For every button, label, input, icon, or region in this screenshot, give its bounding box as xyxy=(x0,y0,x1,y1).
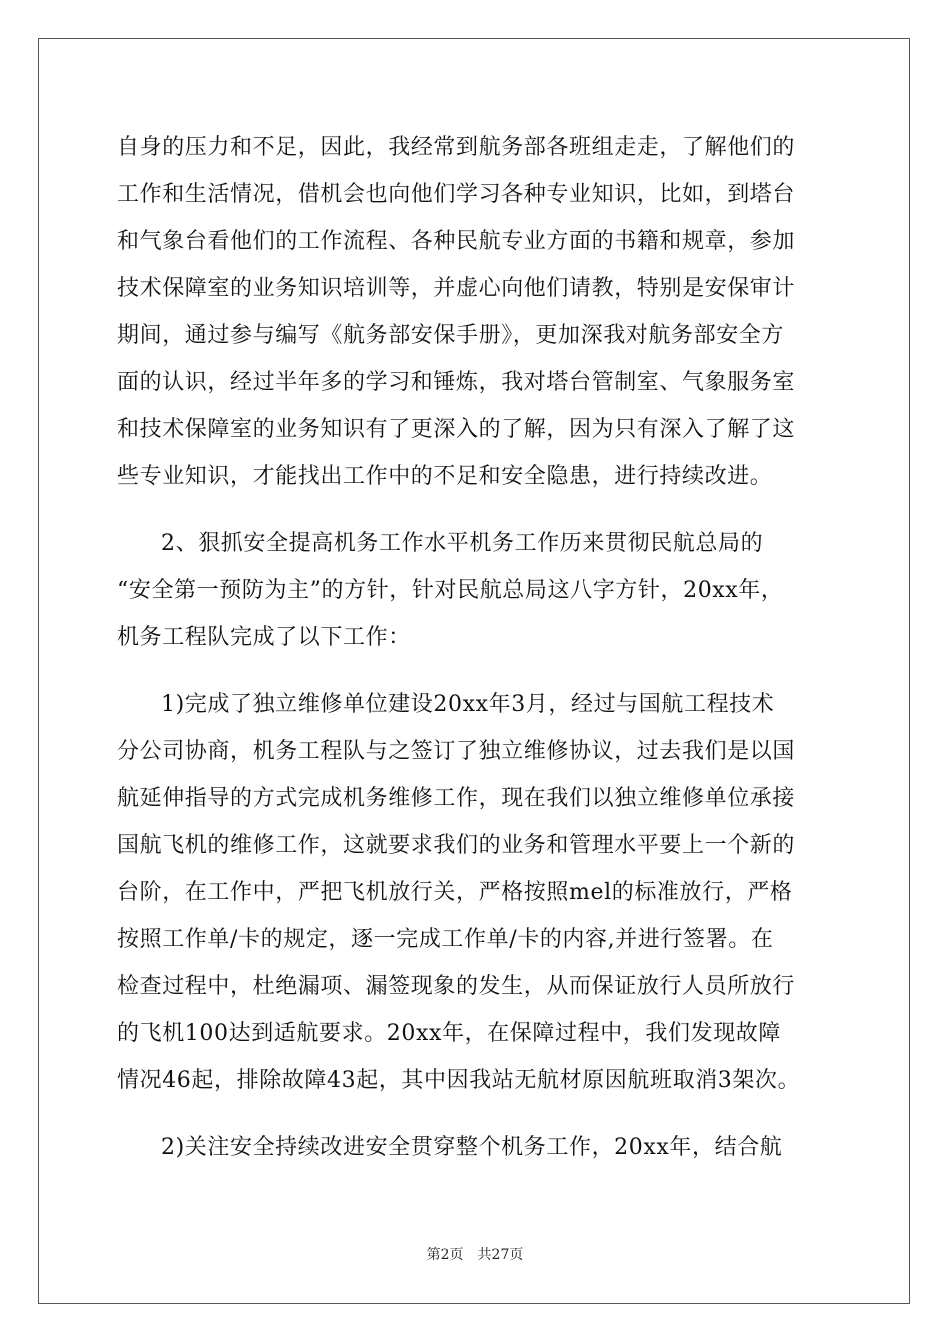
text-line: 国航飞机的维修工作，这就要求我们的业务和管理水平要上一个新的 xyxy=(117,833,796,858)
text-line: 工作和生活情况，借机会也向他们学习各种专业知识，比如，到塔台 xyxy=(117,182,796,207)
text-line: 分公司协商，机务工程队与之签订了独立维修协议，过去我们是以国 xyxy=(117,739,796,764)
page-total: 共27页 xyxy=(477,1247,524,1263)
page-footer xyxy=(0,1244,950,1264)
text-line: 些专业知识，才能找出工作中的不足和安全隐患，进行持续改进。 xyxy=(117,464,773,489)
paragraph-first-line: 1)完成了独立维修单位建设20xx年3月，经过与国航工程技术 xyxy=(161,692,775,717)
paragraph-first-line: 2)关注安全持续改进安全贯穿整个机务工作，20xx年，结合航 xyxy=(161,1135,783,1160)
paragraph-first-line: 2、狠抓安全提高机务工作水平机务工作历来贯彻民航总局的 xyxy=(161,531,764,556)
text-line: 技术保障室的业务知识培训等，并虚心向他们请教，特别是安保审计 xyxy=(117,276,796,301)
text-line: 自身的压力和不足，因此，我经常到航务部各班组走走，了解他们的 xyxy=(117,135,796,160)
text-line: 按照工作单/卡的规定，逐一完成工作单/卡的内容,并进行签署。在 xyxy=(117,927,774,952)
text-line: 和技术保障室的业务知识有了更深入的了解，因为只有深入了解了这 xyxy=(117,417,796,442)
text-line: 机务工程队完成了以下工作： xyxy=(117,625,411,650)
text-line: 和气象台看他们的工作流程、各种民航专业方面的书籍和规章，参加 xyxy=(117,229,796,254)
text-line: 情况46起，排除故障43起，其中因我站无航材原因航班取消3架次。 xyxy=(117,1068,801,1093)
text-line: 台阶，在工作中，严把飞机放行关，严格按照mel的标准放行，严格 xyxy=(117,880,793,905)
text-line: 期间，通过参与编写《航务部安保手册》，更加深我对航务部安全方 xyxy=(117,323,785,348)
text-line: 的飞机100达到适航要求。20xx年，在保障过程中，我们发现故障 xyxy=(117,1021,782,1046)
text-line: 检查过程中，杜绝漏项、漏签现象的发生，从而保证放行人员所放行 xyxy=(117,974,796,999)
page-number: 第2页 xyxy=(426,1247,464,1263)
text-line: 面的认识，经过半年多的学习和锤炼，我对塔台管制室、气象服务室 xyxy=(117,370,796,395)
text-line: “安全第一预防为主”的方针，针对民航总局这八字方针，20xx年， xyxy=(117,578,784,603)
text-line: 航延伸指导的方式完成机务维修工作，现在我们以独立维修单位承接 xyxy=(117,786,796,811)
